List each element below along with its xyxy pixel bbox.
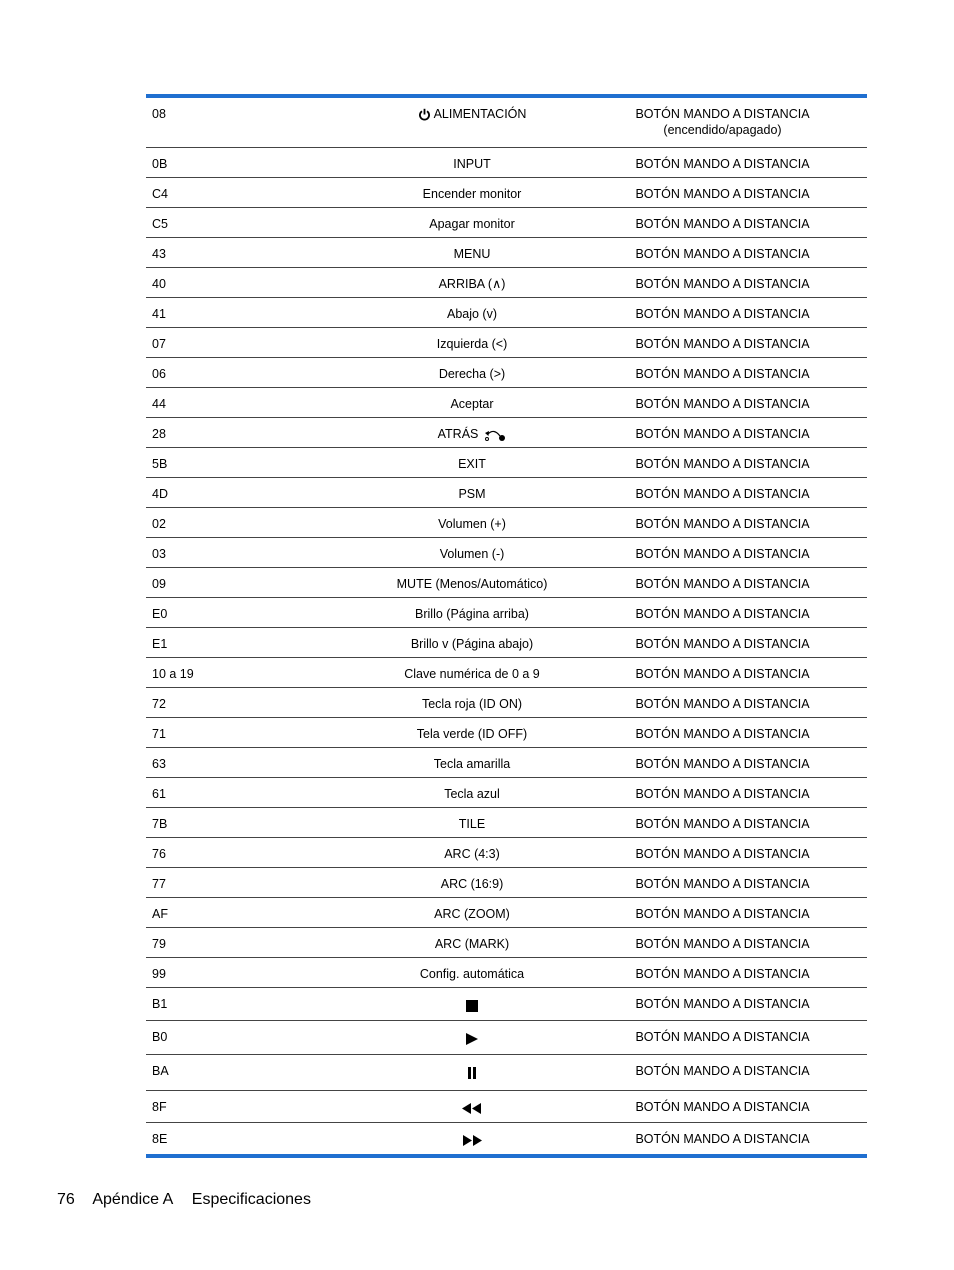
type-label: BOTÓN MANDO A DISTANCIA bbox=[635, 1064, 810, 1078]
type-cell bbox=[558, 1021, 867, 1054]
type-label: BOTÓN MANDO A DISTANCIA bbox=[635, 1132, 810, 1146]
type-label: BOTÓN MANDO A DISTANCIA bbox=[635, 107, 810, 121]
type-cell bbox=[558, 1055, 867, 1090]
type-cell bbox=[558, 838, 867, 867]
function-label: Config. automática bbox=[419, 967, 525, 981]
code-cell: 77 bbox=[152, 877, 166, 891]
type-cell bbox=[558, 598, 867, 627]
type-label: BOTÓN MANDO A DISTANCIA bbox=[635, 667, 810, 681]
type-cell bbox=[558, 208, 867, 237]
table-row bbox=[146, 477, 867, 507]
function-cell bbox=[386, 1091, 558, 1122]
type-cell bbox=[558, 808, 867, 837]
function-label: MUTE (Menos/Automático) bbox=[396, 577, 548, 591]
type-cell bbox=[558, 748, 867, 777]
table-row bbox=[146, 777, 867, 807]
table-row bbox=[146, 897, 867, 927]
type-label: BOTÓN MANDO A DISTANCIA bbox=[635, 247, 810, 261]
table-row bbox=[146, 657, 867, 687]
code-cell: 72 bbox=[152, 697, 166, 711]
function-label: ALIMENTACIÓN bbox=[433, 107, 527, 121]
code-cell: B0 bbox=[152, 1030, 168, 1044]
code-cell: BA bbox=[152, 1064, 169, 1078]
function-cell bbox=[386, 568, 558, 597]
rewind-icon bbox=[462, 1103, 482, 1114]
type-label: BOTÓN MANDO A DISTANCIA bbox=[635, 397, 810, 411]
type-cell bbox=[558, 328, 867, 357]
section-label: Especificaciones bbox=[191, 1191, 311, 1208]
function-cell bbox=[386, 508, 558, 537]
function-cell bbox=[386, 478, 558, 507]
table-row bbox=[146, 207, 867, 237]
type-label: BOTÓN MANDO A DISTANCIA bbox=[635, 877, 810, 891]
type-cell bbox=[558, 658, 867, 687]
code-cell: 40 bbox=[152, 277, 166, 291]
code-cell: 02 bbox=[152, 517, 166, 531]
table-row bbox=[146, 1020, 867, 1054]
type-cell bbox=[558, 268, 867, 297]
function-label: Tecla roja (ID ON) bbox=[421, 697, 523, 711]
type-cell bbox=[558, 778, 867, 807]
function-label: Tecla amarilla bbox=[433, 757, 511, 771]
table-row bbox=[146, 417, 867, 447]
pause-icon bbox=[467, 1067, 477, 1079]
code-cell: 63 bbox=[152, 757, 166, 771]
function-cell bbox=[386, 778, 558, 807]
table-row bbox=[146, 537, 867, 567]
table-row bbox=[146, 177, 867, 207]
type-sublabel: (encendido/apagado) bbox=[663, 123, 782, 137]
function-cell bbox=[386, 868, 558, 897]
function-label: Abajo (v) bbox=[446, 307, 498, 321]
table-row bbox=[146, 327, 867, 357]
function-label: ARC (4:3) bbox=[444, 847, 500, 861]
code-cell: 5B bbox=[152, 457, 168, 471]
type-cell bbox=[558, 178, 867, 207]
function-label: TILE bbox=[458, 817, 486, 831]
code-cell: B1 bbox=[152, 997, 168, 1011]
code-cell: 71 bbox=[152, 727, 166, 741]
table-row bbox=[146, 447, 867, 477]
type-label: BOTÓN MANDO A DISTANCIA bbox=[635, 787, 810, 801]
type-label: BOTÓN MANDO A DISTANCIA bbox=[635, 427, 810, 441]
function-label: Tela verde (ID OFF) bbox=[416, 727, 528, 741]
function-cell bbox=[386, 328, 558, 357]
code-cell: 03 bbox=[152, 547, 166, 561]
type-label: BOTÓN MANDO A DISTANCIA bbox=[635, 817, 810, 831]
function-cell bbox=[386, 1123, 558, 1154]
function-label: Clave numérica de 0 a 9 bbox=[404, 667, 540, 681]
type-label: BOTÓN MANDO A DISTANCIA bbox=[635, 277, 810, 291]
code-cell: 09 bbox=[152, 577, 166, 591]
function-cell bbox=[386, 358, 558, 387]
code-cell: 8F bbox=[152, 1100, 167, 1114]
code-cell: 8E bbox=[152, 1132, 168, 1146]
page-number: 76 bbox=[57, 1191, 75, 1208]
type-label: BOTÓN MANDO A DISTANCIA bbox=[635, 487, 810, 501]
code-cell: 41 bbox=[152, 307, 166, 321]
function-label: Tecla azul bbox=[444, 787, 500, 801]
function-cell bbox=[386, 748, 558, 777]
type-label: BOTÓN MANDO A DISTANCIA bbox=[635, 1030, 810, 1044]
function-cell bbox=[386, 658, 558, 687]
table-row bbox=[146, 297, 867, 327]
page-footer bbox=[57, 1190, 325, 1210]
table-row bbox=[146, 267, 867, 297]
type-cell bbox=[558, 628, 867, 657]
code-cell: 7B bbox=[152, 817, 168, 831]
type-label: BOTÓN MANDO A DISTANCIA bbox=[635, 217, 810, 231]
type-label: BOTÓN MANDO A DISTANCIA bbox=[635, 937, 810, 951]
function-cell bbox=[386, 268, 558, 297]
function-cell bbox=[386, 628, 558, 657]
type-label: BOTÓN MANDO A DISTANCIA bbox=[635, 847, 810, 861]
function-label: Apagar monitor bbox=[429, 217, 515, 231]
type-cell bbox=[558, 238, 867, 267]
type-cell bbox=[558, 988, 867, 1020]
function-cell bbox=[386, 98, 558, 147]
code-cell: AF bbox=[152, 907, 168, 921]
code-cell: 43 bbox=[152, 247, 166, 261]
table-row bbox=[146, 807, 867, 837]
function-cell bbox=[386, 838, 558, 867]
type-cell bbox=[558, 298, 867, 327]
function-cell bbox=[386, 988, 558, 1020]
table-row bbox=[146, 567, 867, 597]
table-row bbox=[146, 687, 867, 717]
table-row bbox=[146, 747, 867, 777]
table-row bbox=[146, 957, 867, 987]
function-cell bbox=[386, 898, 558, 927]
function-cell bbox=[386, 388, 558, 417]
function-cell bbox=[386, 928, 558, 957]
table-row bbox=[146, 1090, 867, 1122]
table-row bbox=[146, 507, 867, 537]
code-cell: 76 bbox=[152, 847, 166, 861]
function-label: Volumen (-) bbox=[439, 547, 505, 561]
function-cell bbox=[386, 688, 558, 717]
function-cell bbox=[386, 538, 558, 567]
function-label: Encender monitor bbox=[422, 187, 522, 201]
type-label: BOTÓN MANDO A DISTANCIA bbox=[635, 757, 810, 771]
type-cell bbox=[558, 718, 867, 747]
function-cell bbox=[386, 1055, 558, 1090]
table-row bbox=[146, 717, 867, 747]
code-cell: 0B bbox=[152, 157, 168, 171]
function-cell bbox=[386, 718, 558, 747]
table-row bbox=[146, 387, 867, 417]
command-table bbox=[146, 94, 867, 1158]
function-cell bbox=[386, 808, 558, 837]
function-cell bbox=[386, 418, 558, 447]
function-label: ARRIBA (∧) bbox=[438, 277, 506, 291]
function-label: ARC (MARK) bbox=[434, 937, 510, 951]
code-cell: 08 bbox=[152, 107, 166, 121]
type-label: BOTÓN MANDO A DISTANCIA bbox=[635, 337, 810, 351]
type-cell bbox=[558, 538, 867, 567]
type-cell bbox=[558, 388, 867, 417]
type-label: BOTÓN MANDO A DISTANCIA bbox=[635, 997, 810, 1011]
code-cell: 4D bbox=[152, 487, 168, 501]
type-cell bbox=[558, 358, 867, 387]
appendix-label: Apéndice A bbox=[92, 1191, 174, 1208]
code-cell: 07 bbox=[152, 337, 166, 351]
type-label: BOTÓN MANDO A DISTANCIA bbox=[635, 457, 810, 471]
type-label: BOTÓN MANDO A DISTANCIA bbox=[635, 637, 810, 651]
table-row bbox=[146, 987, 867, 1020]
function-label: PSM bbox=[458, 487, 486, 501]
table-row bbox=[146, 627, 867, 657]
type-label: BOTÓN MANDO A DISTANCIA bbox=[635, 1100, 810, 1114]
type-cell bbox=[558, 868, 867, 897]
type-cell bbox=[558, 418, 867, 447]
play-icon bbox=[466, 1033, 478, 1045]
function-label: EXIT bbox=[458, 457, 486, 471]
type-cell bbox=[558, 448, 867, 477]
type-cell bbox=[558, 1123, 867, 1154]
type-label: BOTÓN MANDO A DISTANCIA bbox=[635, 517, 810, 531]
type-cell bbox=[558, 928, 867, 957]
table-row bbox=[146, 927, 867, 957]
stop-icon bbox=[466, 1000, 478, 1012]
function-cell bbox=[386, 1021, 558, 1054]
type-cell bbox=[558, 478, 867, 507]
type-label: BOTÓN MANDO A DISTANCIA bbox=[635, 307, 810, 321]
function-label: Aceptar bbox=[450, 397, 494, 411]
type-cell bbox=[558, 688, 867, 717]
type-label: BOTÓN MANDO A DISTANCIA bbox=[635, 367, 810, 381]
function-cell bbox=[386, 178, 558, 207]
power-icon bbox=[418, 108, 431, 121]
code-cell: C5 bbox=[152, 217, 168, 231]
code-cell: 44 bbox=[152, 397, 166, 411]
code-cell: 06 bbox=[152, 367, 166, 381]
function-label: ARC (16:9) bbox=[440, 877, 504, 891]
table-row bbox=[146, 98, 867, 147]
table-row bbox=[146, 1122, 867, 1154]
type-label: BOTÓN MANDO A DISTANCIA bbox=[635, 907, 810, 921]
code-cell: 28 bbox=[152, 427, 166, 441]
type-label: BOTÓN MANDO A DISTANCIA bbox=[635, 157, 810, 171]
function-cell bbox=[386, 298, 558, 327]
fast-forward-icon bbox=[462, 1135, 482, 1146]
code-cell: E1 bbox=[152, 637, 168, 651]
type-cell bbox=[558, 508, 867, 537]
function-label: Derecha (>) bbox=[438, 367, 506, 381]
code-cell: 99 bbox=[152, 967, 166, 981]
code-cell: C4 bbox=[152, 187, 168, 201]
function-cell bbox=[386, 238, 558, 267]
table-row bbox=[146, 237, 867, 267]
code-cell: 61 bbox=[152, 787, 166, 801]
type-cell bbox=[558, 148, 867, 177]
function-label: Izquierda (<) bbox=[436, 337, 508, 351]
function-cell bbox=[386, 148, 558, 177]
type-label: BOTÓN MANDO A DISTANCIA bbox=[635, 607, 810, 621]
function-label: INPUT bbox=[453, 157, 491, 171]
function-cell bbox=[386, 958, 558, 987]
table-row bbox=[146, 837, 867, 867]
table-row bbox=[146, 357, 867, 387]
type-label: BOTÓN MANDO A DISTANCIA bbox=[635, 577, 810, 591]
type-cell bbox=[558, 1091, 867, 1122]
type-label: BOTÓN MANDO A DISTANCIA bbox=[635, 187, 810, 201]
function-label: Brillo v (Página abajo) bbox=[410, 637, 534, 651]
code-cell: 10 a 19 bbox=[152, 667, 194, 681]
type-label: BOTÓN MANDO A DISTANCIA bbox=[635, 967, 810, 981]
table-row bbox=[146, 597, 867, 627]
function-cell bbox=[386, 598, 558, 627]
type-cell bbox=[558, 898, 867, 927]
type-cell bbox=[558, 98, 867, 147]
table-row bbox=[146, 147, 867, 177]
type-label: BOTÓN MANDO A DISTANCIA bbox=[635, 547, 810, 561]
function-label: Brillo (Página arriba) bbox=[415, 607, 529, 621]
function-label: Volumen (+) bbox=[438, 517, 506, 531]
back-icon bbox=[482, 428, 506, 442]
function-label: MENU bbox=[453, 247, 491, 261]
code-cell: 79 bbox=[152, 937, 166, 951]
type-cell bbox=[558, 958, 867, 987]
code-cell: E0 bbox=[152, 607, 168, 621]
function-label: ATRÁS bbox=[437, 427, 479, 441]
function-cell bbox=[386, 208, 558, 237]
type-label: BOTÓN MANDO A DISTANCIA bbox=[635, 697, 810, 711]
table-row bbox=[146, 1054, 867, 1090]
type-cell bbox=[558, 568, 867, 597]
function-cell bbox=[386, 448, 558, 477]
type-label: BOTÓN MANDO A DISTANCIA bbox=[635, 727, 810, 741]
function-label: ARC (ZOOM) bbox=[434, 907, 510, 921]
table-row bbox=[146, 867, 867, 897]
